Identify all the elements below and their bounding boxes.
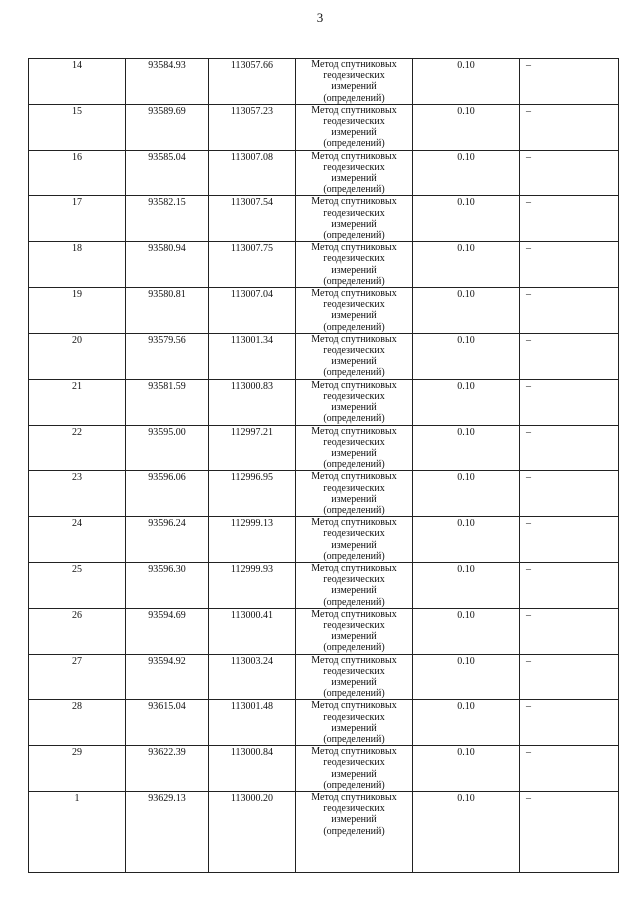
x-coordinate-cell (126, 471, 209, 517)
point-number: 24 (72, 518, 82, 530)
method-line: (определений) (323, 550, 385, 562)
table-row (29, 425, 619, 471)
method-line: Метод спутниковых (311, 700, 397, 712)
method-line: (определений) (323, 184, 385, 196)
method-line: (определений) (323, 596, 385, 608)
table-row (29, 746, 619, 792)
y-coordinate: 113007.75 (230, 243, 274, 255)
accuracy-cell (413, 104, 520, 150)
description-cell (520, 242, 619, 288)
method-line: геодезических (323, 482, 385, 494)
x-coordinate: 93580.81 (148, 289, 186, 301)
accuracy-value: 0.10 (457, 563, 475, 575)
accuracy-value: 0.10 (457, 105, 475, 117)
description-cell (520, 150, 619, 196)
method-line: Метод спутниковых (311, 59, 397, 70)
x-coordinate-cell (126, 792, 209, 873)
point-number: 16 (72, 151, 82, 163)
point-number-cell (29, 333, 126, 379)
accuracy-cell (413, 562, 520, 608)
point-number-cell (29, 425, 126, 471)
y-coordinate-cell (209, 517, 296, 563)
x-coordinate: 93596.06 (148, 472, 186, 484)
method-cell (296, 654, 413, 700)
description-value: – (526, 518, 531, 530)
x-coordinate: 93585.04 (148, 151, 186, 163)
method-line: измерений (331, 447, 377, 459)
x-coordinate: 93595.00 (148, 426, 186, 438)
y-coordinate-cell (209, 333, 296, 379)
method-line: (определений) (323, 92, 385, 104)
x-coordinate-cell (126, 104, 209, 150)
accuracy-value: 0.10 (457, 518, 475, 530)
y-coordinate: 113001.34 (230, 334, 274, 346)
method-line: измерений (331, 676, 377, 688)
table-row (29, 288, 619, 334)
point-number-cell (29, 700, 126, 746)
accuracy-value: 0.10 (457, 151, 475, 163)
x-coordinate-cell (126, 288, 209, 334)
table-row (29, 562, 619, 608)
method-cell (296, 425, 413, 471)
x-coordinate-cell (126, 517, 209, 563)
description-cell (520, 562, 619, 608)
method-line: геодезических (323, 665, 385, 677)
accuracy-cell (413, 288, 520, 334)
accuracy-value: 0.10 (457, 60, 475, 71)
point-number-cell (29, 562, 126, 608)
method-cell (296, 517, 413, 563)
method-line: (определений) (323, 230, 385, 242)
y-coordinate: 113057.23 (230, 105, 274, 117)
method-cell (296, 562, 413, 608)
table-row (29, 608, 619, 654)
point-number: 26 (72, 609, 82, 621)
description-cell (520, 59, 619, 105)
description-value: – (526, 289, 531, 301)
accuracy-value: 0.10 (457, 472, 475, 484)
accuracy-cell (413, 379, 520, 425)
accuracy-value: 0.10 (457, 380, 475, 392)
y-coordinate-cell (209, 746, 296, 792)
x-coordinate: 93596.30 (148, 563, 186, 575)
method-cell (296, 196, 413, 242)
method-line: Метод спутниковых (311, 562, 397, 574)
method-line: геодезических (323, 116, 385, 128)
accuracy-value: 0.10 (457, 747, 475, 759)
point-number-cell (29, 471, 126, 517)
method-line: Метод спутниковых (311, 104, 397, 116)
y-coordinate: 113003.24 (230, 655, 274, 667)
method-line: геодезических (323, 299, 385, 311)
description-value: – (526, 60, 531, 71)
method-line: измерений (331, 814, 377, 826)
y-coordinate: 112999.93 (230, 563, 274, 575)
accuracy-cell (413, 150, 520, 196)
point-number-cell (29, 59, 126, 105)
method-line: измерений (331, 127, 377, 139)
point-number-cell (29, 242, 126, 288)
method-cell (296, 288, 413, 334)
y-coordinate: 113000.20 (230, 793, 274, 804)
x-coordinate: 93581.59 (148, 380, 186, 392)
y-coordinate: 113057.66 (230, 60, 274, 71)
x-coordinate-cell (126, 425, 209, 471)
x-coordinate-cell (126, 700, 209, 746)
description-cell (520, 608, 619, 654)
accuracy-cell (413, 196, 520, 242)
accuracy-cell (413, 333, 520, 379)
y-coordinate: 113000.41 (230, 609, 274, 621)
description-value: – (526, 793, 531, 804)
method-cell (296, 746, 413, 792)
point-number-cell (29, 150, 126, 196)
point-number: 19 (72, 289, 82, 301)
description-value: – (526, 380, 531, 392)
accuracy-value: 0.10 (457, 243, 475, 255)
method-line: Метод спутниковых (311, 379, 397, 391)
x-coordinate: 93589.69 (148, 105, 186, 117)
method-line: Метод спутниковых (311, 425, 397, 437)
method-line: (определений) (323, 688, 385, 700)
method-line: геодезических (323, 711, 385, 723)
y-coordinate: 113007.54 (230, 197, 274, 209)
x-coordinate-cell (126, 242, 209, 288)
method-line: Метод спутниковых (311, 333, 397, 345)
method-line: (определений) (323, 779, 385, 791)
method-line: геодезических (323, 574, 385, 586)
x-coordinate: 93615.04 (148, 701, 186, 713)
method-line: Метод спутниковых (311, 654, 397, 666)
description-value: – (526, 105, 531, 117)
description-value: – (526, 747, 531, 759)
method-line: Метод спутниковых (311, 608, 397, 620)
description-value: – (526, 243, 531, 255)
point-number: 27 (72, 655, 82, 667)
method-line: (определений) (323, 413, 385, 425)
point-number-cell (29, 792, 126, 873)
table-row (29, 471, 619, 517)
accuracy-cell (413, 242, 520, 288)
method-cell (296, 471, 413, 517)
description-cell (520, 104, 619, 150)
method-line: Метод спутниковых (311, 196, 397, 208)
table-row (29, 700, 619, 746)
x-coordinate-cell (126, 654, 209, 700)
method-cell (296, 700, 413, 746)
x-coordinate: 93594.69 (148, 609, 186, 621)
method-line: геодезических (323, 253, 385, 265)
description-value: – (526, 197, 531, 209)
description-value: – (526, 609, 531, 621)
method-line: (определений) (323, 138, 385, 150)
method-line: (определений) (323, 275, 385, 287)
description-cell (520, 379, 619, 425)
method-line: геодезических (323, 436, 385, 448)
y-coordinate-cell (209, 608, 296, 654)
method-line: измерений (331, 722, 377, 734)
table-row (29, 59, 619, 105)
description-cell (520, 654, 619, 700)
description-cell (520, 746, 619, 792)
point-number: 20 (72, 334, 82, 346)
x-coordinate: 93594.92 (148, 655, 186, 667)
method-cell (296, 333, 413, 379)
method-line: измерений (331, 356, 377, 368)
point-number: 15 (72, 105, 82, 117)
method-line: (определений) (323, 459, 385, 471)
method-cell (296, 104, 413, 150)
method-line: (определений) (323, 367, 385, 379)
method-line: Метод спутниковых (311, 242, 397, 254)
method-line: измерений (331, 539, 377, 551)
point-number-cell (29, 517, 126, 563)
accuracy-value: 0.10 (457, 426, 475, 438)
y-coordinate-cell (209, 379, 296, 425)
x-coordinate-cell (126, 59, 209, 105)
coordinates-table-body (29, 59, 619, 873)
description-value: – (526, 151, 531, 163)
method-line: геодезических (323, 803, 385, 815)
y-coordinate-cell (209, 59, 296, 105)
method-cell (296, 379, 413, 425)
point-number: 17 (72, 197, 82, 209)
table-row (29, 333, 619, 379)
method-line: измерений (331, 402, 377, 414)
point-number-cell (29, 608, 126, 654)
method-cell (296, 242, 413, 288)
accuracy-cell (413, 471, 520, 517)
method-line: Метод спутниковых (311, 288, 397, 300)
y-coordinate-cell (209, 562, 296, 608)
description-cell (520, 196, 619, 242)
method-line: (определений) (323, 504, 385, 516)
y-coordinate: 112997.21 (230, 426, 274, 438)
table-row (29, 150, 619, 196)
x-coordinate-cell (126, 379, 209, 425)
accuracy-value: 0.10 (457, 289, 475, 301)
x-coordinate-cell (126, 746, 209, 792)
description-cell (520, 288, 619, 334)
y-coordinate-cell (209, 700, 296, 746)
accuracy-value: 0.10 (457, 609, 475, 621)
x-coordinate: 93579.56 (148, 334, 186, 346)
description-value: – (526, 334, 531, 346)
x-coordinate-cell (126, 150, 209, 196)
x-coordinate-cell (126, 333, 209, 379)
point-number-cell (29, 196, 126, 242)
method-line: измерений (331, 264, 377, 276)
method-line: геодезических (323, 345, 385, 357)
accuracy-value: 0.10 (457, 793, 475, 804)
table-row (29, 104, 619, 150)
point-number: 22 (72, 426, 82, 438)
method-line: Метод спутниковых (311, 150, 397, 162)
point-number-cell (29, 746, 126, 792)
point-number-cell (29, 379, 126, 425)
method-line: измерений (331, 493, 377, 505)
method-line: измерений (331, 631, 377, 643)
description-value: – (526, 655, 531, 667)
accuracy-value: 0.10 (457, 197, 475, 209)
y-coordinate-cell (209, 425, 296, 471)
method-line: геодезических (323, 619, 385, 631)
method-cell (296, 608, 413, 654)
method-line: измерений (331, 585, 377, 597)
x-coordinate: 93622.39 (148, 747, 186, 759)
point-number-cell (29, 288, 126, 334)
x-coordinate: 93584.93 (148, 60, 186, 71)
method-line: Метод спутниковых (311, 792, 397, 803)
x-coordinate: 93582.15 (148, 197, 186, 209)
description-cell (520, 425, 619, 471)
accuracy-value: 0.10 (457, 655, 475, 667)
x-coordinate-cell (126, 196, 209, 242)
point-number: 28 (72, 701, 82, 713)
method-line: (определений) (323, 321, 385, 333)
y-coordinate: 113007.04 (230, 289, 274, 301)
method-line: геодезических (323, 528, 385, 540)
accuracy-cell (413, 425, 520, 471)
x-coordinate: 93580.94 (148, 243, 186, 255)
method-line: измерений (331, 81, 377, 93)
method-line: геодезических (323, 390, 385, 402)
description-cell (520, 792, 619, 873)
y-coordinate-cell (209, 196, 296, 242)
point-number: 29 (72, 747, 82, 759)
method-line: геодезических (323, 757, 385, 769)
table-row (29, 242, 619, 288)
y-coordinate: 113000.83 (230, 380, 274, 392)
point-number: 1 (74, 793, 80, 804)
table-row (29, 792, 619, 873)
x-coordinate: 93629.13 (148, 793, 186, 804)
y-coordinate-cell (209, 792, 296, 873)
point-number-cell (29, 104, 126, 150)
description-value: – (526, 426, 531, 438)
method-line: геодезических (323, 70, 385, 82)
description-cell (520, 471, 619, 517)
method-line: Метод спутниковых (311, 746, 397, 758)
method-line: геодезических (323, 161, 385, 173)
coordinates-table (28, 58, 619, 873)
point-number: 18 (72, 243, 82, 255)
table-row (29, 517, 619, 563)
y-coordinate-cell (209, 242, 296, 288)
accuracy-value: 0.10 (457, 334, 475, 346)
accuracy-value: 0.10 (457, 701, 475, 713)
y-coordinate-cell (209, 471, 296, 517)
point-number: 25 (72, 563, 82, 575)
point-number-cell (29, 654, 126, 700)
point-number: 14 (72, 60, 82, 71)
accuracy-cell (413, 700, 520, 746)
method-line: измерений (331, 768, 377, 780)
method-line: (определений) (323, 642, 385, 654)
method-line: измерений (331, 310, 377, 322)
method-line: (определений) (323, 825, 385, 837)
point-number: 21 (72, 380, 82, 392)
accuracy-cell (413, 746, 520, 792)
method-line: геодезических (323, 207, 385, 219)
x-coordinate: 93596.24 (148, 518, 186, 530)
method-cell (296, 59, 413, 105)
accuracy-cell (413, 59, 520, 105)
page-number: 3 (316, 10, 324, 25)
y-coordinate-cell (209, 288, 296, 334)
description-cell (520, 700, 619, 746)
accuracy-cell (413, 792, 520, 873)
y-coordinate: 112999.13 (230, 518, 274, 530)
x-coordinate-cell (126, 608, 209, 654)
method-cell (296, 150, 413, 196)
y-coordinate: 112996.95 (230, 472, 274, 484)
description-value: – (526, 563, 531, 575)
table-row (29, 379, 619, 425)
point-number: 23 (72, 472, 82, 484)
table-row (29, 196, 619, 242)
method-line: измерений (331, 218, 377, 230)
y-coordinate: 113007.08 (230, 151, 274, 163)
y-coordinate-cell (209, 104, 296, 150)
table-row (29, 654, 619, 700)
y-coordinate: 113000.84 (230, 747, 274, 759)
description-cell (520, 333, 619, 379)
accuracy-cell (413, 517, 520, 563)
method-line: Метод спутниковых (311, 517, 397, 529)
y-coordinate-cell (209, 654, 296, 700)
method-cell (296, 792, 413, 873)
description-value: – (526, 701, 531, 713)
accuracy-cell (413, 654, 520, 700)
accuracy-cell (413, 608, 520, 654)
y-coordinate-cell (209, 150, 296, 196)
description-cell (520, 517, 619, 563)
method-line: измерений (331, 173, 377, 185)
method-line: Метод спутниковых (311, 471, 397, 483)
y-coordinate: 113001.48 (230, 701, 274, 713)
x-coordinate-cell (126, 562, 209, 608)
method-line: (определений) (323, 733, 385, 745)
description-value: – (526, 472, 531, 484)
